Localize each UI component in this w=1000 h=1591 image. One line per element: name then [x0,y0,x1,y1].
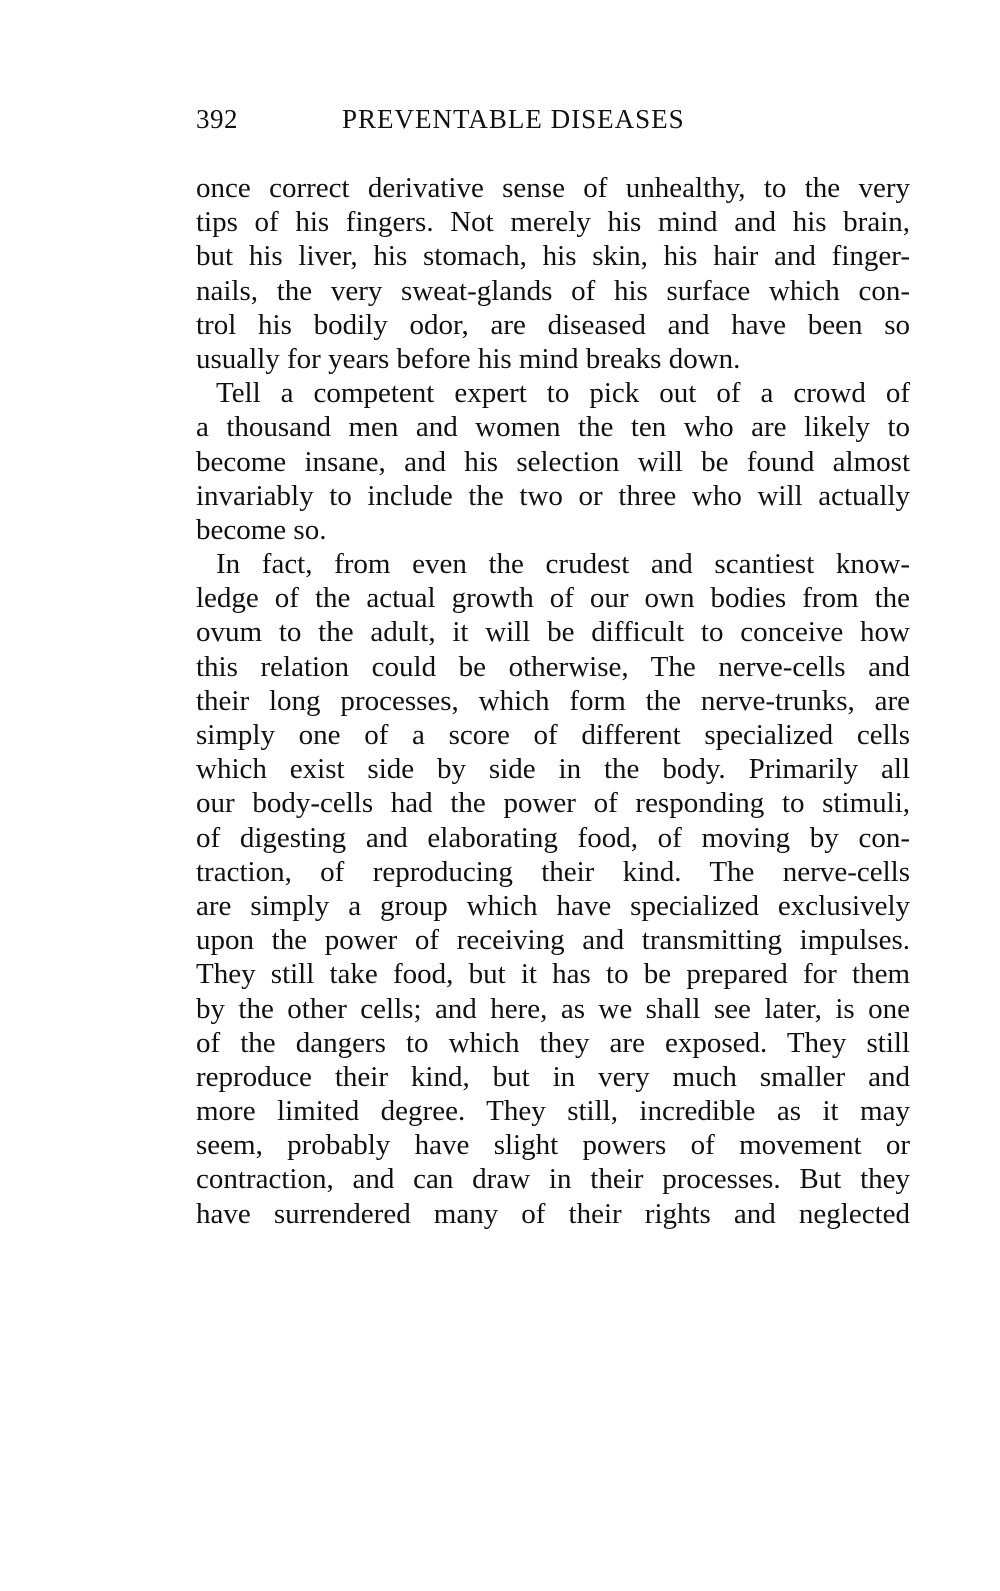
text-line: tips of his fingers. Not merely his mind and his brain, [196,206,910,239]
text-line: a thousand men and women the ten who are likely to [196,411,910,444]
text-line: They still take food, but it has to be prepared for them [196,958,910,991]
text-line: which exist side by side in the body. Primarily all [196,753,910,786]
page-number: 392 [196,104,238,134]
paragraph [196,376,910,547]
text-line: this relation could be otherwise, The nerve-cells and [196,650,910,683]
text-line: become insane, and his selection will be found almost [196,445,910,478]
paragraph [196,547,910,1231]
text-line: Tell a competent expert to pick out of a crowd of [216,377,910,410]
text-line: contraction, and can draw in their processes. But they [196,1163,910,1196]
text-line: but his liver, his stomach, his skin, his hair and finger- [196,240,910,273]
text-line: our body-cells had the power of responding to stimuli, [196,787,910,820]
text-line: of digesting and elaborating food, of moving by con- [196,821,910,854]
text-line: nails, the very sweat-glands of his surface which con- [196,274,910,307]
body-text [196,171,910,1231]
text-line: ledge of the actual growth of our own bodies from the [196,582,910,615]
running-head [196,104,910,144]
paragraph [196,171,910,376]
text-line: of the dangers to which they are exposed. They still [196,1026,910,1059]
text-line: by the other cells; and here, as we shall see later, is one [196,992,910,1025]
text-line: In fact, from even the crudest and scantiest know- [216,548,910,581]
text-line: have surrendered many of their rights and neglected [196,1197,910,1230]
text-line: invariably to include the two or three who will actually [196,479,910,512]
text-line: trol his bodily odor, are diseased and have been so [196,308,910,341]
text-line: more limited degree. They still, incredible as it may [196,1095,910,1128]
text-line: seem, probably have slight powers of movement or [196,1129,910,1162]
text-line: their long processes, which form the nerve-trunks, are [196,684,910,717]
text-line: once correct derivative sense of unhealthy, to the very [196,172,910,204]
text-line: traction, of reproducing their kind. The nerve-cells [196,855,910,888]
text-line: become so. [196,513,327,546]
text-line: simply one of a score of different specialized cells [196,719,910,751]
text-line: reproduce their kind, but in very much smaller and [196,1060,910,1093]
text-line: are simply a group which have specialized exclusively [196,889,910,922]
text-line: usually for years before his mind breaks down. [196,342,741,375]
text-line: ovum to the adult, it will be difficult to conceive how [196,616,910,649]
running-title: PREVENTABLE DISEASES [342,104,685,134]
text-line: upon the power of receiving and transmitting impulses. [196,924,910,957]
